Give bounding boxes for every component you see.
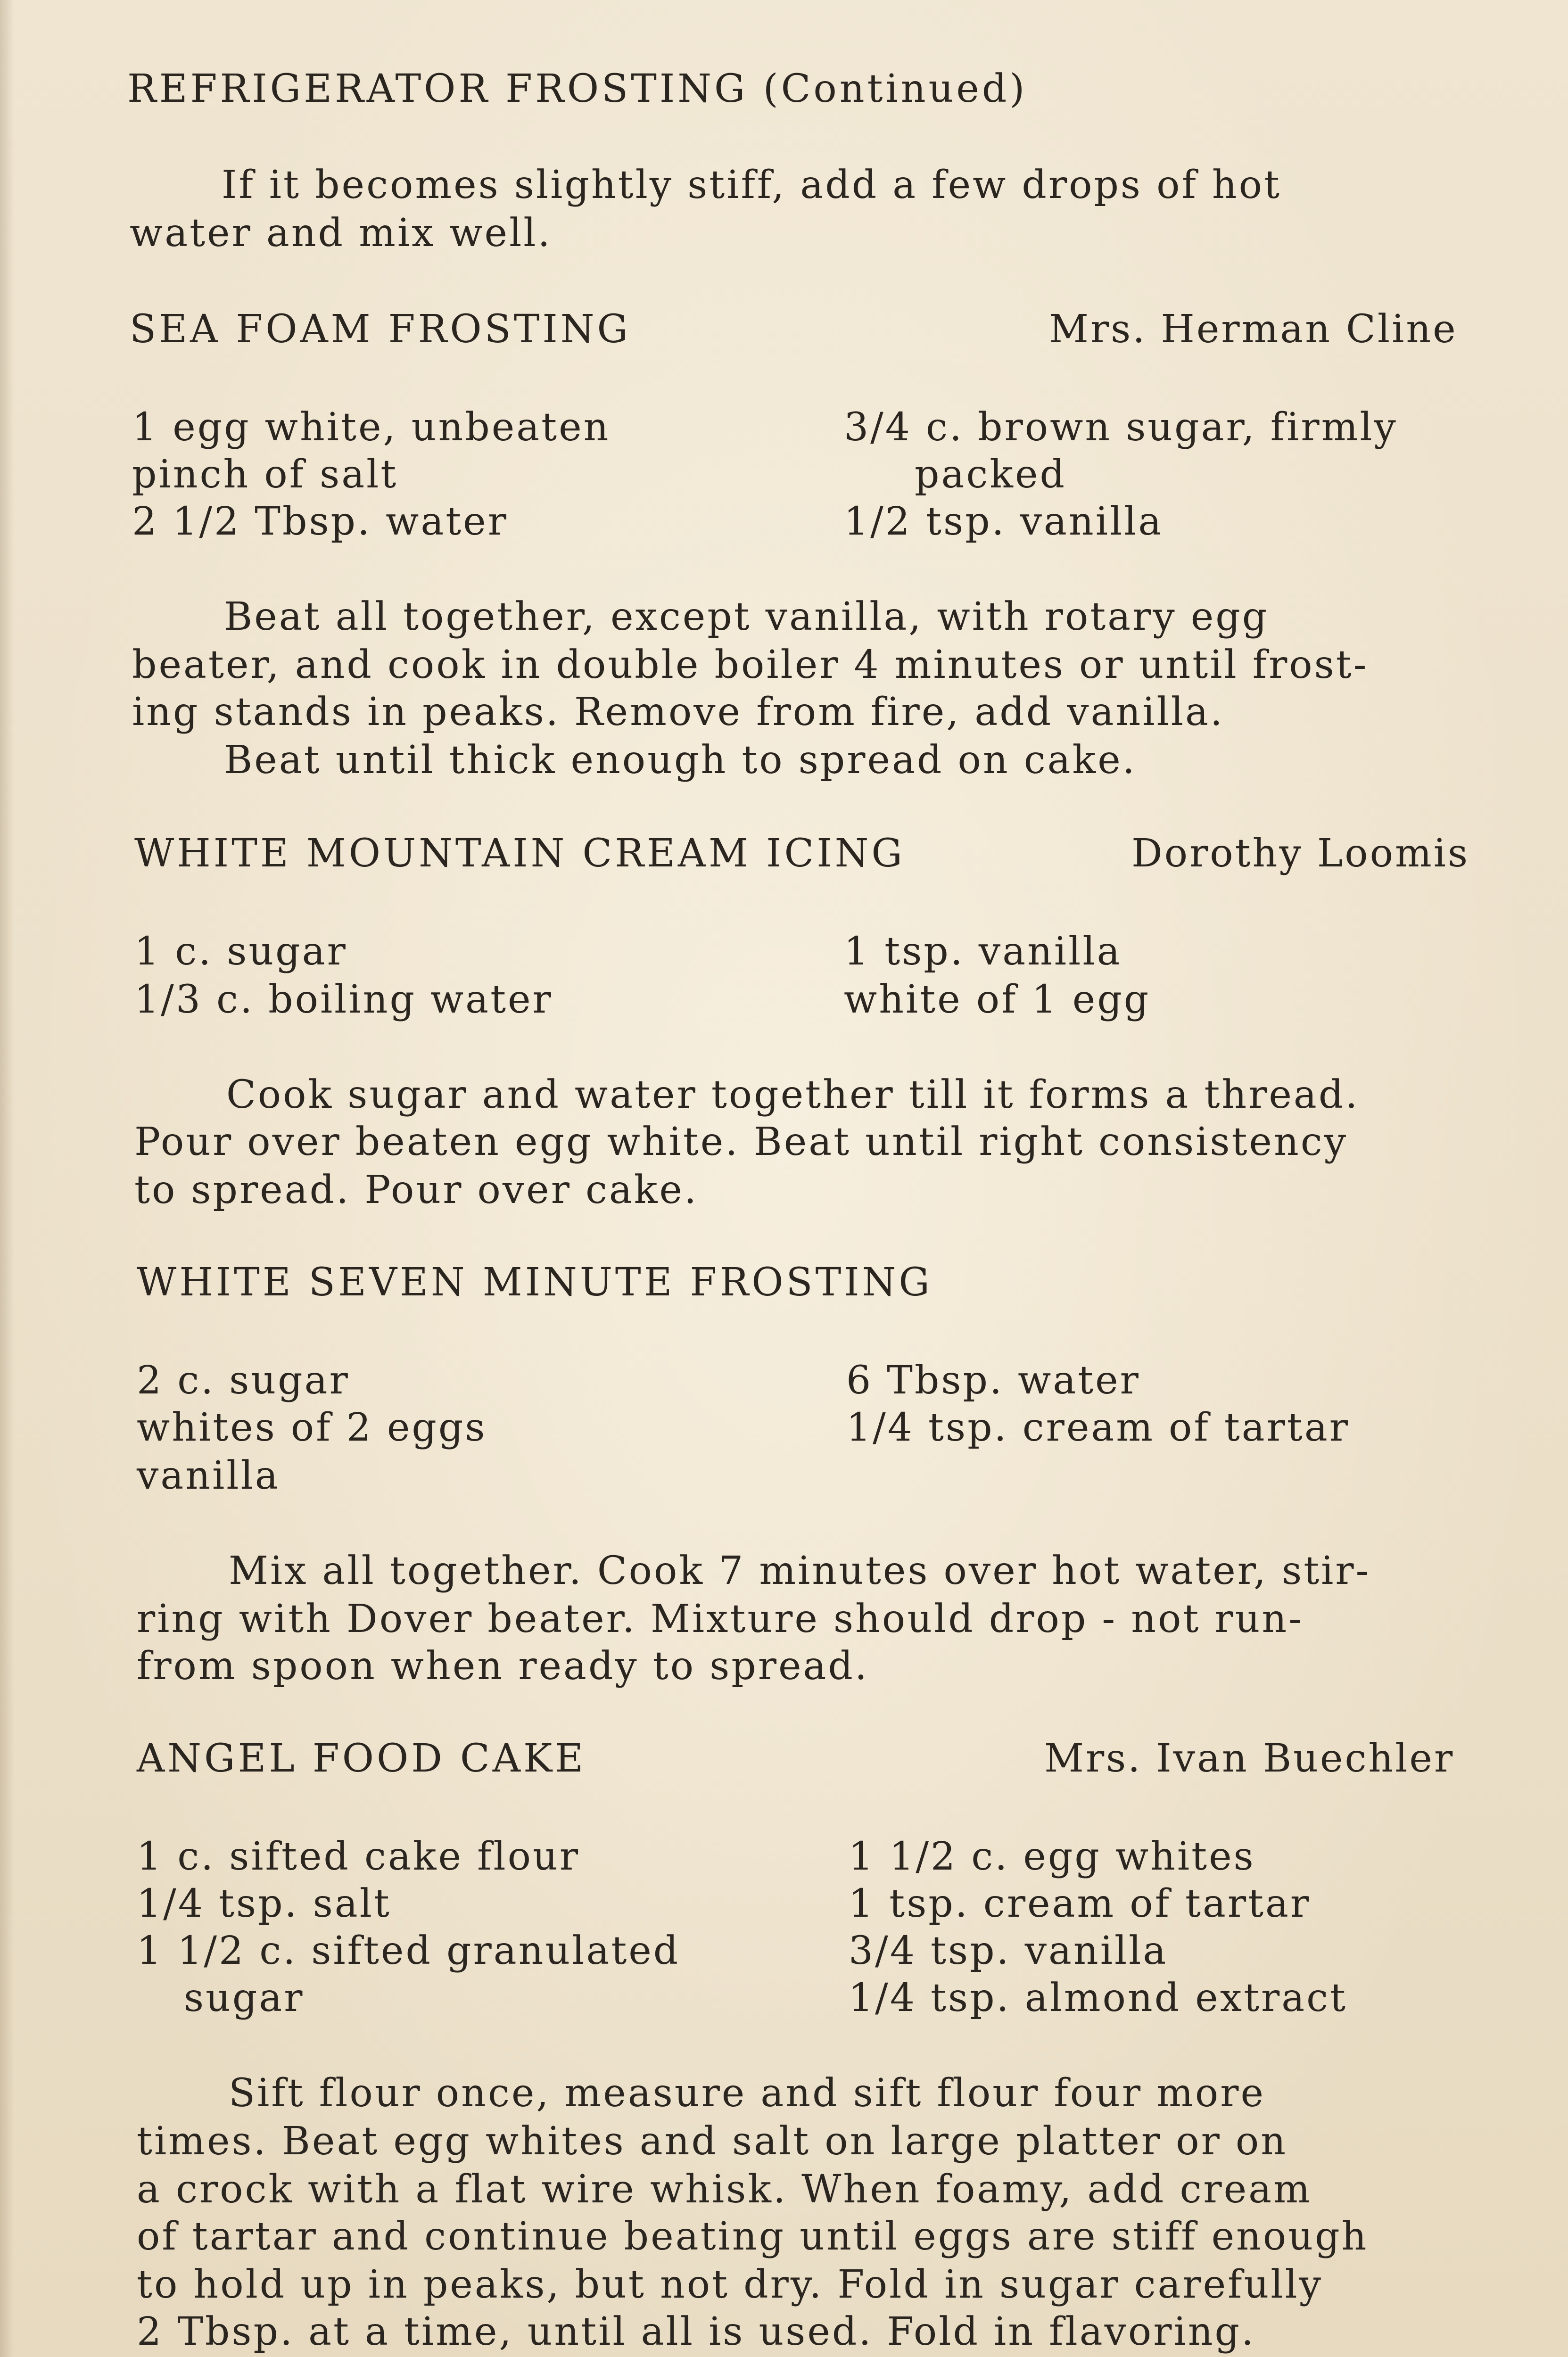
ingredient: 1 1/2 c. sifted granulated xyxy=(137,1928,680,1973)
ingredient: packed xyxy=(915,452,1067,497)
ingredient: 2 c. sugar xyxy=(137,1358,350,1403)
recipe-author: Dorothy Loomis xyxy=(1131,831,1470,876)
ingredient: 1/2 tsp. vanilla xyxy=(844,499,1164,544)
page-spine-shadow xyxy=(0,0,14,2357)
paragraph-line: water and mix well. xyxy=(130,211,552,255)
paragraph-line: from spoon when ready to spread. xyxy=(137,1644,869,1689)
ingredient: 1 1/2 c. egg whites xyxy=(849,1834,1255,1879)
paragraph-line: Beat all together, except vanilla, with rotary egg xyxy=(224,594,1269,639)
paragraph-line: Beat until thick enough to spread on cake. xyxy=(224,738,1137,783)
ingredient: 3/4 tsp. vanilla xyxy=(849,1928,1168,1973)
ingredient: 1 c. sugar xyxy=(134,929,347,974)
ingredient: whites of 2 eggs xyxy=(137,1405,487,1450)
paragraph-line: Sift flour once, measure and sift flour four more xyxy=(229,2071,1265,2116)
recipe-title: ANGEL FOOD CAKE xyxy=(137,1736,586,1781)
paragraph-line: ring with Dover beater. Mixture should drop - not run- xyxy=(137,1597,1304,1641)
ingredient: 3/4 c. brown sugar, firmly xyxy=(844,405,1398,450)
ingredient: 1/4 tsp. salt xyxy=(137,1881,391,1926)
ingredient: 1 egg white, unbeaten xyxy=(132,405,611,450)
ingredient: 2 1/2 Tbsp. water xyxy=(132,499,508,544)
paragraph-line: Pour over beaten egg white. Beat until right consistency xyxy=(134,1120,1348,1164)
ingredient: 1 c. sifted cake flour xyxy=(137,1834,580,1879)
ingredient: pinch of salt xyxy=(132,452,398,497)
ingredient: vanilla xyxy=(137,1453,280,1498)
ingredient: 1 tsp. vanilla xyxy=(844,929,1122,974)
ingredient: sugar xyxy=(184,1976,305,2020)
paragraph-line: times. Beat egg whites and salt on large platter or on xyxy=(137,2119,1288,2164)
paragraph-line: Mix all together. Cook 7 minutes over hot water, stir- xyxy=(229,1549,1371,1593)
paragraph-line: If it becomes slightly stiff, add a few drops of hot xyxy=(222,163,1281,207)
recipe-title: WHITE SEVEN MINUTE FROSTING xyxy=(137,1260,933,1305)
ingredient: 6 Tbsp. water xyxy=(846,1358,1140,1403)
paragraph-line: to hold up in peaks, but not dry. Fold in sugar carefully xyxy=(137,2262,1323,2307)
recipe-author: Mrs. Ivan Buechler xyxy=(1044,1736,1455,1781)
recipe-title: WHITE MOUNTAIN CREAM ICING xyxy=(134,831,905,876)
paragraph-line: 2 Tbsp. at a time, until all is used. Fold in flavoring. xyxy=(137,2309,1256,2354)
recipe-author: Mrs. Herman Cline xyxy=(1049,307,1458,352)
ingredient: 1/4 tsp. almond extract xyxy=(849,1976,1347,2020)
paragraph-line: beater, and cook in double boiler 4 minutes or until frost- xyxy=(132,643,1369,687)
ingredient: 1/3 c. boiling water xyxy=(134,977,553,1022)
paragraph-line: to spread. Pour over cake. xyxy=(134,1168,699,1212)
paragraph-line: Cook sugar and water together till it forms a thread. xyxy=(226,1072,1360,1117)
ingredient: 1 tsp. cream of tartar xyxy=(849,1881,1311,1926)
ingredient: 1/4 tsp. cream of tartar xyxy=(846,1405,1350,1450)
page-title: REFRIGERATOR FROSTING (Continued) xyxy=(127,66,1028,111)
ingredient: white of 1 egg xyxy=(844,977,1151,1022)
paragraph-line: a crock with a flat wire whisk. When foamy, add cream xyxy=(137,2167,1312,2212)
paragraph-line: ing stands in peaks. Remove from fire, add vanilla. xyxy=(132,690,1224,734)
paragraph-line: of tartar and continue beating until eggs are stiff enough xyxy=(137,2214,1369,2259)
recipe-title: SEA FOAM FROSTING xyxy=(130,307,631,352)
